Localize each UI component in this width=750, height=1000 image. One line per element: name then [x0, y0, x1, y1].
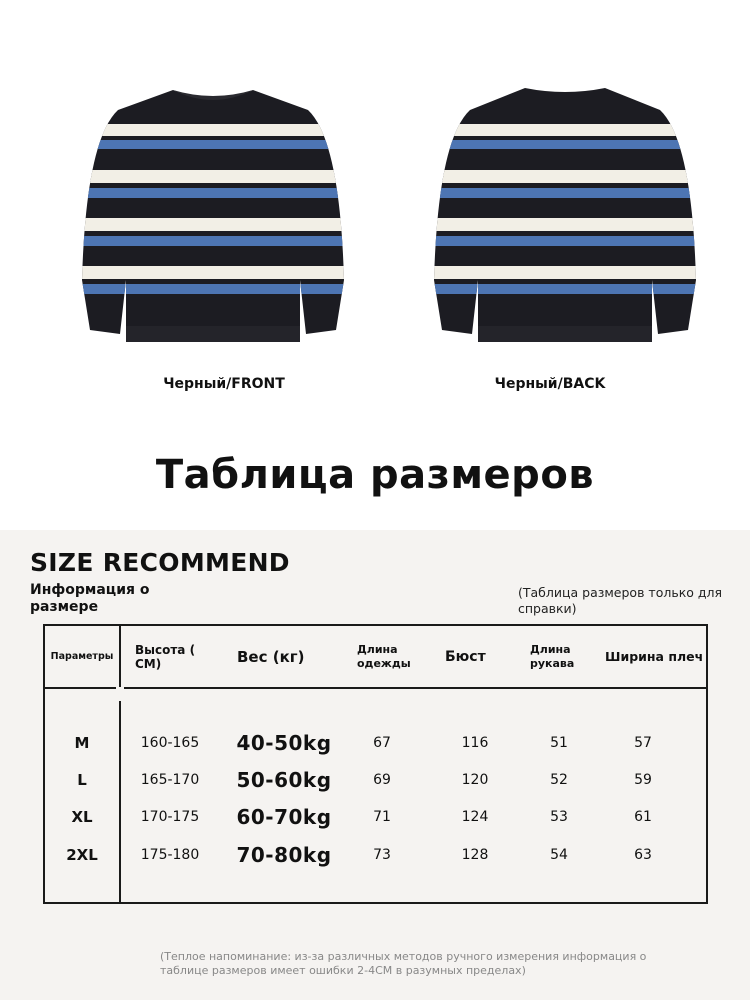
cell-bust: 128 [461, 847, 489, 863]
cell-size: XL [71, 808, 93, 826]
cell-length: 71 [373, 809, 391, 825]
header-length: Длина одежды [357, 642, 411, 670]
table-row [45, 762, 706, 798]
sweater-back-image [430, 80, 700, 360]
cell-bust: 116 [461, 735, 489, 751]
cell-weight: 40-50kg [236, 731, 332, 755]
cell-height: 160-165 [140, 735, 200, 751]
table-row [45, 725, 706, 761]
size-recommend-section [0, 530, 750, 1000]
cell-sleeve: 52 [550, 772, 568, 788]
cell-sleeve: 51 [550, 735, 568, 751]
cell-shoulder: 57 [634, 735, 652, 751]
size-info-label: Информация о размере [30, 582, 150, 615]
cell-height: 165-170 [140, 772, 200, 788]
cell-size: L [77, 771, 87, 789]
header-height: Высота ( CM) [135, 642, 196, 671]
page-title: Таблица размеров [155, 452, 595, 498]
table-row [45, 837, 706, 873]
cell-sleeve: 54 [550, 847, 568, 863]
header-params: Параметры [50, 650, 114, 662]
sweater-front-image [78, 80, 348, 360]
cell-bust: 124 [461, 809, 489, 825]
cell-height: 170-175 [140, 809, 200, 825]
cell-bust: 120 [461, 772, 489, 788]
cell-size: M [74, 734, 90, 752]
cell-shoulder: 63 [634, 847, 652, 863]
cell-height: 175-180 [140, 847, 200, 863]
cell-shoulder: 59 [634, 772, 652, 788]
cell-weight: 50-60kg [236, 768, 332, 792]
table-header-divider [45, 687, 706, 689]
reference-note: (Таблица размеров только для справки) [518, 585, 723, 616]
cell-weight: 70-80kg [236, 843, 332, 867]
header-shoulder: Ширина плеч [605, 648, 704, 664]
product-photos [0, 0, 750, 430]
cell-sleeve: 53 [550, 809, 568, 825]
cell-weight: 60-70kg [236, 805, 332, 829]
header-weight: Вес (кг) [237, 647, 305, 666]
cell-size: 2XL [66, 846, 98, 864]
measurement-disclaimer: (Теплое напоминание: из-за различных методов ручного измерения информация о таблице размеров имеет ошибки 2-4CM в разумных пределах) [160, 950, 647, 977]
cell-length: 67 [373, 735, 391, 751]
caption-front: Черный/FRONT [163, 376, 285, 392]
size-recommend-heading: SIZE RECOMMEND [30, 548, 290, 577]
size-table [43, 624, 708, 904]
table-row [45, 799, 706, 835]
caption-back: Черный/BACK [494, 376, 606, 392]
header-sleeve: Длина рукава [530, 642, 575, 670]
cell-shoulder: 61 [634, 809, 652, 825]
header-bust: Бюст [445, 648, 486, 665]
cell-length: 69 [373, 772, 391, 788]
cell-length: 73 [373, 847, 391, 863]
